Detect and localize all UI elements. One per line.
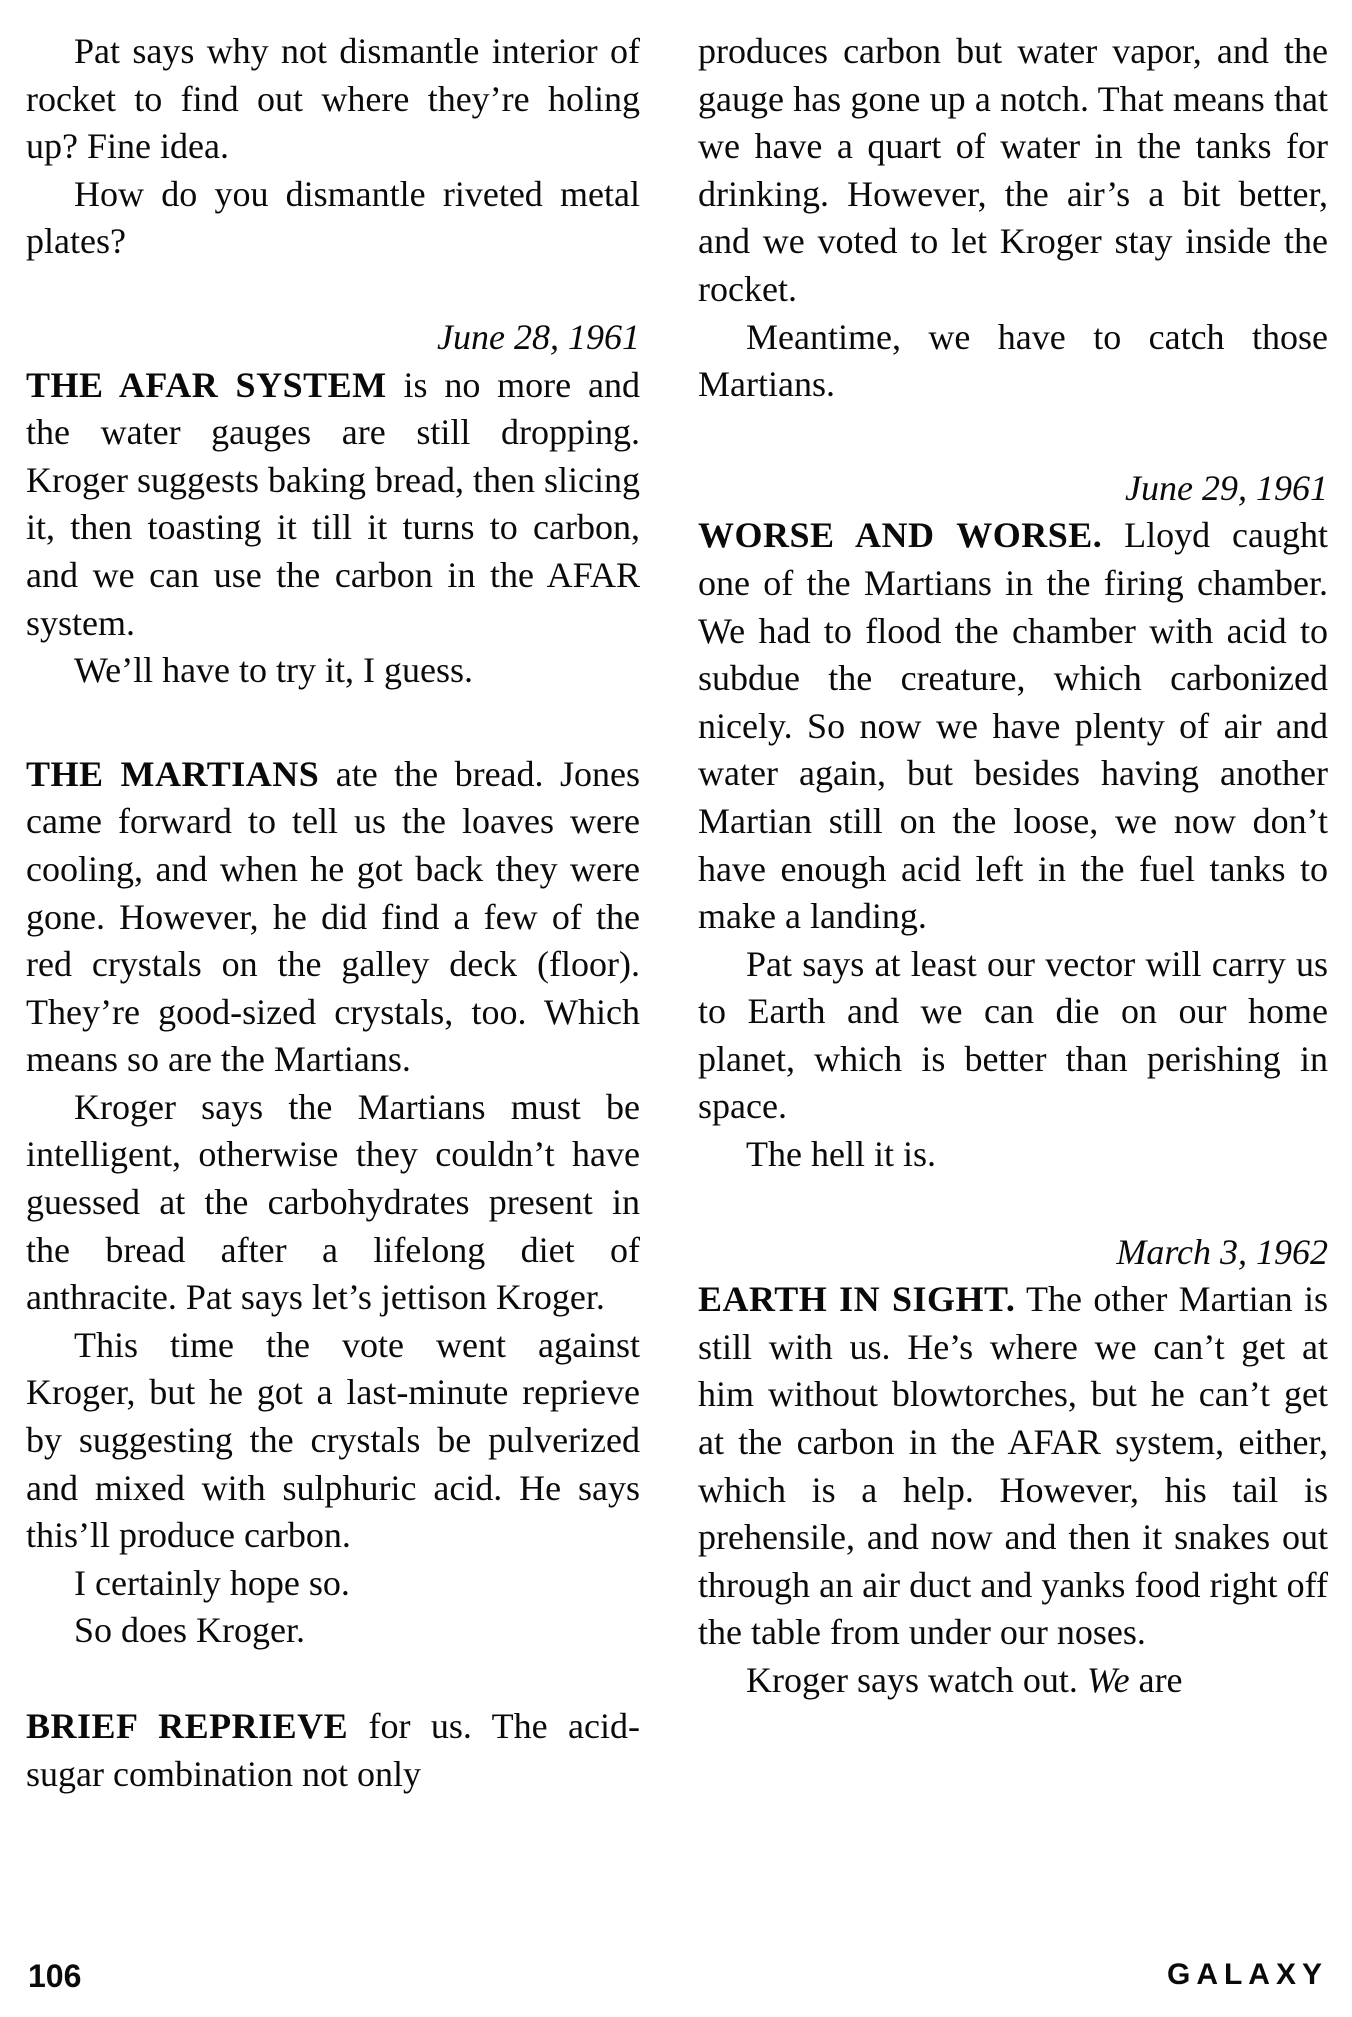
paragraph: WORSE AND WORSE. Lloyd caught one of the Martians in the firing chamber. We had to flood the chamber with acid to subdue the creature, which carbonized nicely. So now we have plenty of air and water again, but besides having another Martian still on the loose, we now don’t have enough acid left in the fuel tanks to make a landing. <box>698 515 1328 937</box>
entry-heading: BRIEF REPRIEVE <box>26 1706 349 1746</box>
paragraph: Kroger says the Martians must be intelligent, otherwise they couldn’t have guessed at the carbohydrates present in the bread after a lifelong diet of anthracite. Pat says let’s jettison Kroger. <box>26 1086 640 1318</box>
paragraph: EARTH IN SIGHT. The other Martian is still with us. He’s where we can’t get at him without blowtorches, but he can’t get at the carbon in the AFAR system, either, which is a help. However, his tail is prehensile, and now and then it snakes out through an air duct and yanks food right off the table from under our noses. <box>698 1279 1328 1653</box>
entry-heading: THE MARTIANS <box>26 753 320 794</box>
entry-date: June 28, 1961 <box>437 316 640 357</box>
paragraph: produces carbon but water vapor, and the gauge has gone up a notch. That means that we have a quart of water in the tanks for drinking. However, the air’s a bit better, and we voted to let Kroger stay inside the rocket. <box>698 31 1328 309</box>
paragraph: The hell it is. <box>746 1134 936 1175</box>
paragraph: This time the vote went against Kroger, but he got a last-minute reprieve by suggesting the crystals be pulverized and mixed with sulphuric acid. He says this’ll produce carbon. <box>26 1324 640 1556</box>
entry-heading: EARTH IN SIGHT. <box>698 1279 1016 1320</box>
paragraph: BRIEF REPRIEVE for us. The acid-sugar combination not only <box>26 1706 640 1794</box>
right-column <box>698 28 1328 1705</box>
paragraph: Kroger says watch out. We are <box>746 1660 1183 1700</box>
entry-heading: WORSE AND WORSE. <box>698 515 1103 556</box>
paragraph: THE AFAR SYSTEM is no more and the water gauges are still dropping. Kroger suggests baking bread, then slicing it, then toasting it till it turns to carbon, and we can use the carbon in the AFAR system. <box>26 364 640 643</box>
page-number: 106 <box>28 1958 82 1994</box>
entry-date: June 29, 1961 <box>1125 467 1328 508</box>
entry-heading: THE AFAR SYSTEM <box>26 364 387 405</box>
paragraph: THE MARTIANS ate the bread. Jones came forward to tell us the loaves were cooling, and when he got back they were gone. However, he did find a few of the red crystals on the galley deck (floor). They’re good-sized crystals, too. Which means so are the Martians. <box>26 753 640 1080</box>
paragraph: I certainly hope so. <box>74 1562 350 1603</box>
paragraph: Pat says why not dismantle interior of rocket to find out where they’re holing up? Fine idea. <box>26 31 640 167</box>
running-footer-magazine: GALAXY <box>1166 1958 1328 1991</box>
paragraph: We’ll have to try it, I guess. <box>74 650 474 691</box>
entry-date: March 3, 1962 <box>1116 1231 1328 1272</box>
paragraph: Pat says at least our vector will carry us to Earth and we can die on our home planet, which is better than perishing in space. <box>698 943 1328 1127</box>
paragraph: So does Kroger. <box>74 1610 305 1651</box>
paragraph: Meantime, we have to catch those Martians. <box>698 316 1328 405</box>
left-column <box>26 28 640 1798</box>
paragraph: How do you dismantle riveted metal plates? <box>26 173 640 262</box>
